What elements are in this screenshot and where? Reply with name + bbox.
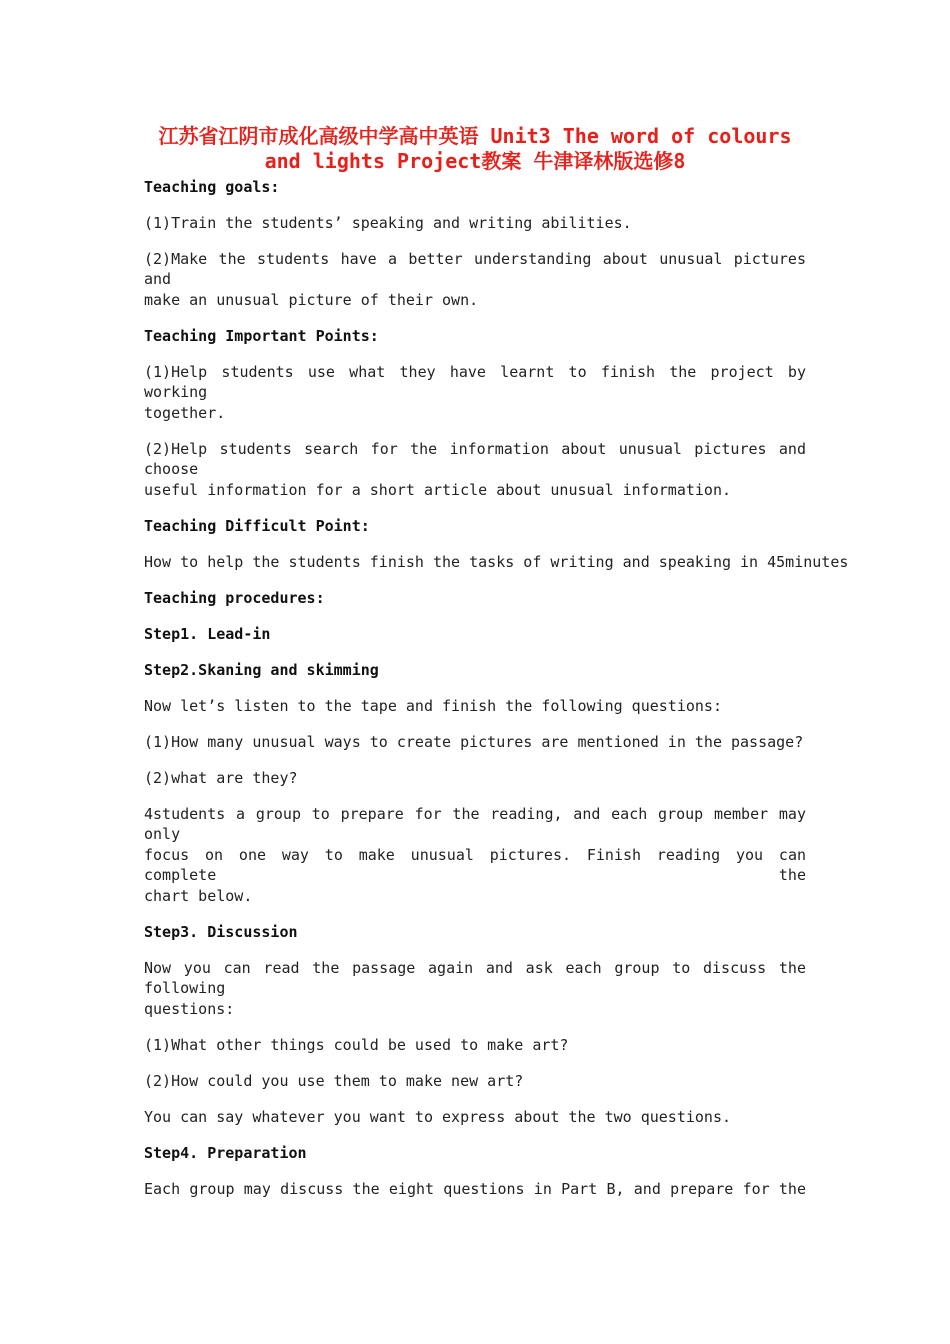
paragraph-line: You can say whatever you want to express about the two questions.	[144, 1108, 731, 1126]
paragraph-line: (2)Make the students have a better understanding about unusual pictures and	[144, 250, 806, 288]
paragraph-line: Now let’s listen to the tape and finish the following questions:	[144, 697, 722, 715]
document-title-line-2: and lights Project教案 牛津译林版选修8	[264, 149, 686, 173]
paragraph-line: questions:	[144, 1000, 235, 1018]
paragraph-line: together.	[144, 404, 226, 422]
paragraph-line: (1)Train the students’ speaking and writing abilities.	[144, 214, 632, 232]
paragraph-line: (2)Help students search for the information about unusual pictures and choose	[144, 440, 806, 478]
paragraph-line: useful information for a short article about unusual information.	[144, 481, 731, 499]
paragraph-line: 4students a group to prepare for the reading, and each group member may only	[144, 805, 806, 843]
heading-difficult-point: Teaching Difficult Point:	[144, 517, 370, 535]
paragraph-line: How to help the students finish the tasks of writing and speaking in 45minutes	[144, 553, 849, 571]
document-title-line-1: 江苏省江阴市成化高级中学高中英语 Unit3 The word of colours	[158, 124, 792, 148]
heading-teaching-procedures: Teaching procedures:	[144, 589, 325, 607]
paragraph-line: (1)Help students use what they have learnt to finish the project by working	[144, 363, 806, 401]
heading-step4: Step4. Preparation	[144, 1144, 307, 1162]
paragraph-line: make an unusual picture of their own.	[144, 291, 479, 309]
heading-step1: Step1. Lead-in	[144, 625, 271, 643]
paragraph-line: (1)What other things could be used to make art?	[144, 1036, 569, 1054]
paragraph-line: (2)How could you use them to make new art?	[144, 1072, 524, 1090]
paragraph-line: chart below.	[144, 887, 253, 905]
heading-teaching-goals: Teaching goals:	[144, 178, 280, 196]
paragraph-line: (2)what are they?	[144, 769, 298, 787]
paragraph-line: Now you can read the passage again and ask each group to discuss the following	[144, 959, 806, 997]
heading-important-points: Teaching Important Points:	[144, 327, 379, 345]
heading-step2: Step2.Skaning and skimming	[144, 661, 379, 679]
paragraph-line: focus on one way to make unusual pictures. Finish reading you can complete the	[144, 846, 806, 884]
heading-step3: Step3. Discussion	[144, 923, 298, 941]
paragraph-line: (1)How many unusual ways to create pictures are mentioned in the passage?	[144, 733, 804, 751]
paragraph-line: Each group may discuss the eight questions in Part B, and prepare for the	[144, 1180, 806, 1198]
